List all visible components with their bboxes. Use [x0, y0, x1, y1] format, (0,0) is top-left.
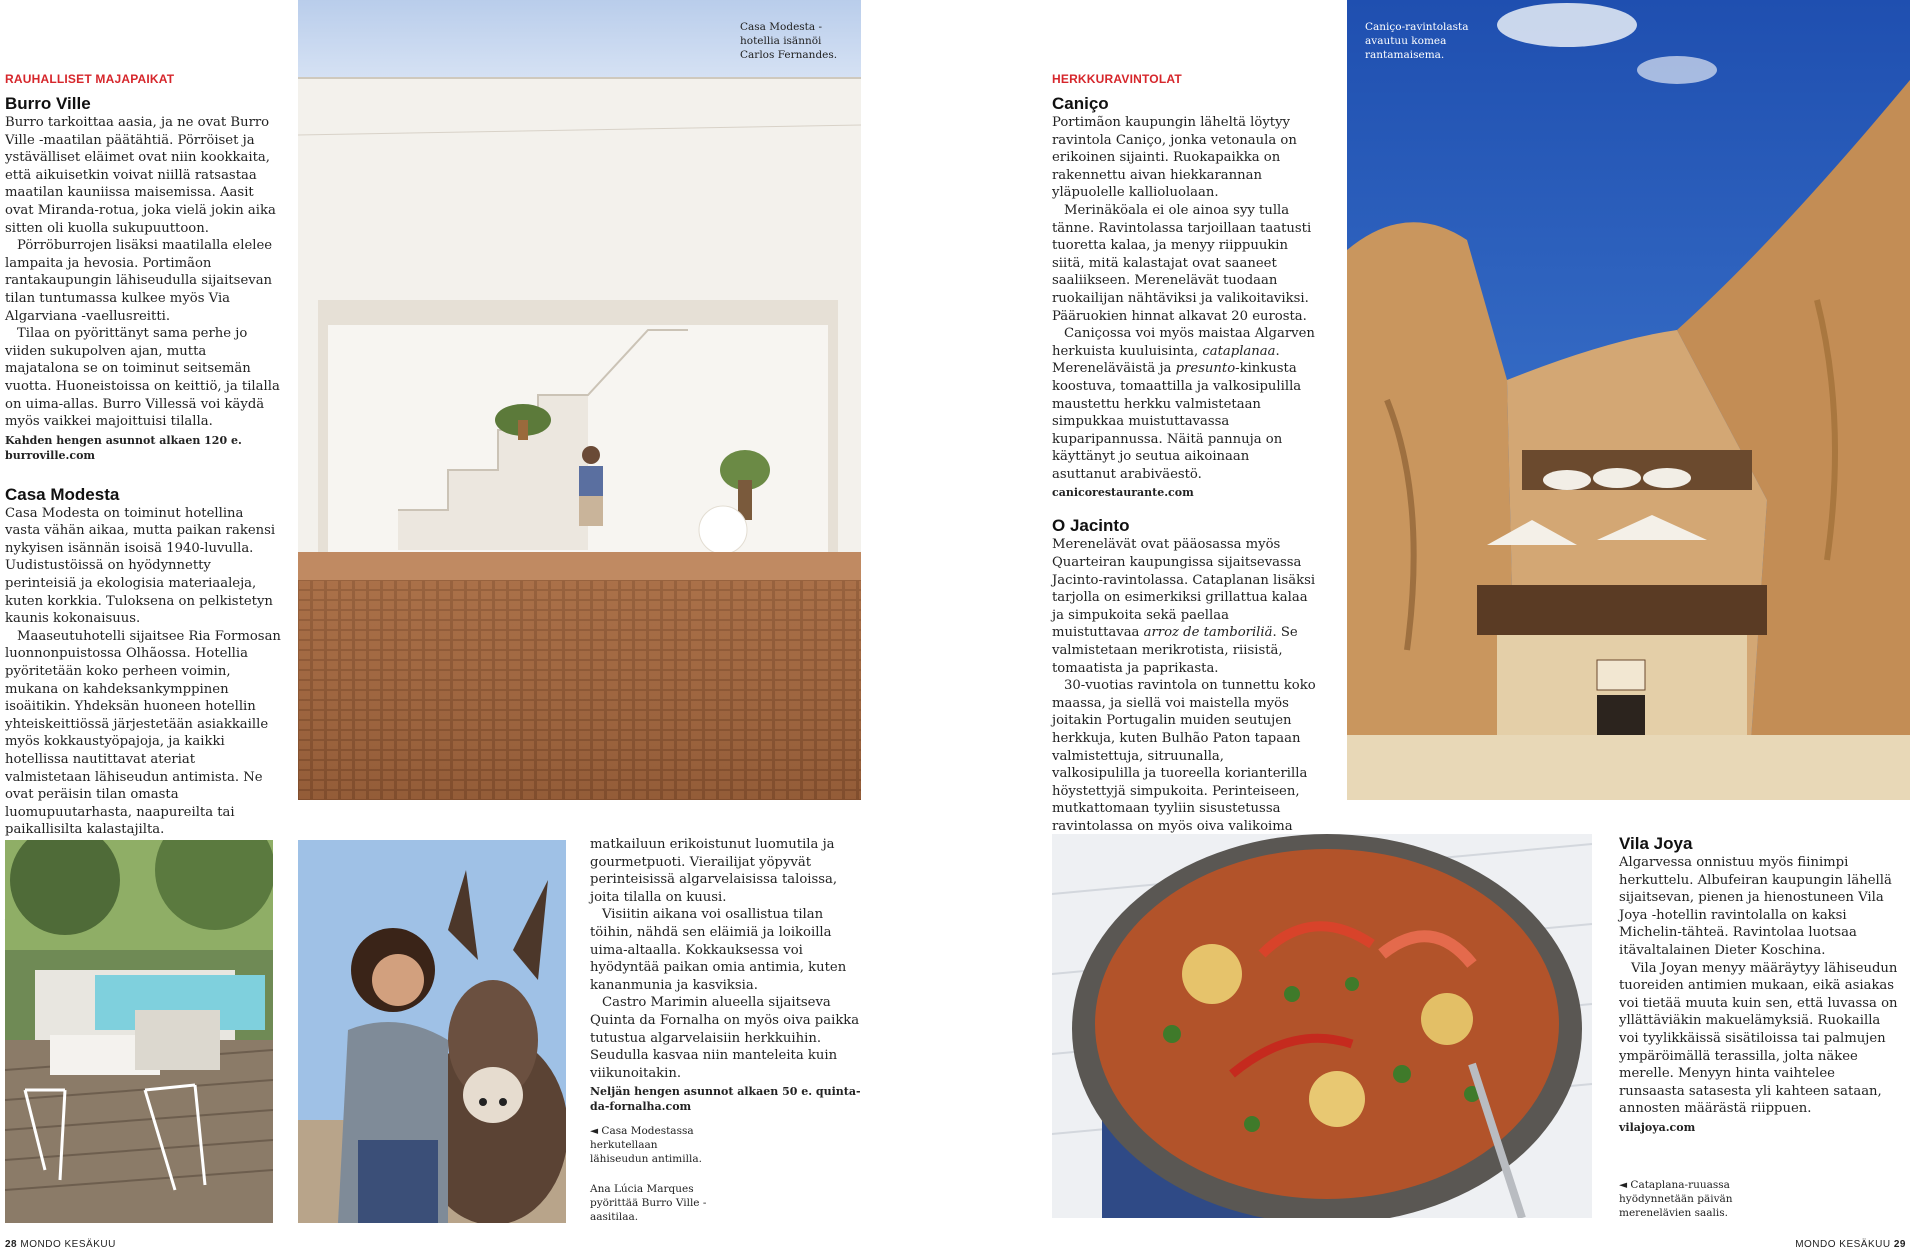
caption-cataplana: ◄ Cataplana-ruuassa hyödynnetään päivän merenelävien saalis.	[1619, 1179, 1733, 1219]
paragraph: Visiitin aikana voi osallistua tilan töihin, nähdä sen eläimiä ja loikoilla uima-altaalla. Kokkauksessa voi hyödyntää paikan omia antimia, kuten kananmunia ja kasviksia.	[590, 907, 847, 993]
donkey-photo	[298, 840, 566, 1223]
page-number-left: 28	[5, 1239, 18, 1250]
paragraph: Merenelävät ovat pääosassa myös Quarteiran kaupungissa sijaitsevassa Jacinto-ravintolassa. Cataplanan lisäksi tarjolla on esimerkiksi grillattua kalaa ja simpukoita sekä paellaa muistuttavaa arroz de tamboriliä. Se valmistetaan merikrotista, riisistä, tomaatista ja paprikasta.	[1052, 537, 1316, 676]
cataplana-illustration	[1052, 834, 1592, 1218]
page-number-right: 29	[1893, 1239, 1906, 1250]
casa-modesta-illustration	[298, 0, 861, 800]
caption-canico: Caniço-ravintolasta avautuu komea rantamaisema.	[1365, 21, 1469, 61]
caption-ana-lucia: Ana Lúcia Marques pyörittää Burro Ville -aasitilaa.	[590, 1183, 707, 1223]
quinta-continuation	[590, 836, 865, 1114]
section-label-rauhalliset: RAUHALLISET MAJAPAIKAT	[5, 72, 175, 86]
donkey-illustration	[298, 840, 566, 1223]
paragraph: Portimãon kaupungin läheltä löytyy ravintola Caniço, jonka vetonaula on erikoinen sijainti. Ruokapaikka on rakennettu aivan hiekkarannan yläpuolelle kallioluolaan.	[1052, 115, 1297, 201]
canico-photo	[1347, 0, 1910, 800]
pool-terrace-photo	[5, 840, 273, 1223]
heading-casa-modesta: Casa Modesta	[5, 484, 120, 504]
paragraph: Maaseutuhotelli sijaitsee Ria Formosan luonnonpuistossa Olhãossa. Hotellia pyöritetään koko perheen voimin, mukana on kahdeksankymppinen isoäitikin. Yhdeksän huoneen hotellin yhteiskeittiössä järjestetään asiakkaille myös kokkaustyöpajoja, ja kaikki hotellissa nautittavat ateriat valmistetaan lähiseudun antimista. Ne ovat peräisin tilan omasta luomupuutarhasta, naapureilta tai paikallisilta kalastajilta.	[5, 628, 281, 838]
heading-canico: Caniço	[1052, 94, 1109, 113]
heading-o-jacinto: O Jacinto	[1052, 516, 1130, 536]
paragraph: Tilaa on pyörittänyt sama perhe jo viiden sukupolven ajan, mutta majatalona se on toiminut seitsemän vuotta. Huoneistoissa on keittiö, ja tilalla on uima-allas. Burro Villessä voi käydä myös vaikkei majoittuisi tilalla.	[5, 326, 280, 430]
magazine-name-right: MONDO KESÄKUU	[1795, 1239, 1891, 1250]
heading-burro-ville: Burro Ville	[5, 94, 91, 113]
vila-joya-info: vilajoya.com	[1619, 1120, 1696, 1134]
paragraph: Casa Modesta on toiminut hotellina vasta vähän aikaa, mutta paikan rakensi nykyisen isännän isoisä 1940-luvulla. Uudistustöissä on hyödynnetty perinteisiä ja ekologisia materiaaleja, kuten korkkia. Tuloksena on pelkistetyn kaunis kokonaisuus.	[5, 505, 276, 627]
canico-info: canicorestaurante.com	[1052, 486, 1194, 500]
pool-terrace-illustration	[5, 840, 273, 1223]
burro-info: Kahden hengen asunnot alkaen 120 e. burroville.com	[5, 433, 242, 462]
paragraph: matkailuun erikoistunut luomutila ja gourmetpuoti. Vierailijat yöpyvät perinteisissä algarvelaisissa taloissa, joita tilalla on kuusi.	[590, 837, 838, 905]
vila-joya-column	[1619, 834, 1899, 1135]
magazine-name-left: MONDO KESÄKUU	[20, 1239, 116, 1250]
paragraph: Vila Joyan menyy määräytyy lähiseudun tuoreiden antimien mukaan, eikä asiakas voi tietää muuta kuin sen, että luvassa on yllättäviäkin makuelämyksiä. Ruokailla voi tyylikkäissä sisätiloissa tai palmujen ympäröimällä terassilla, jolta näkee merelle. Menyyn hinta vaihtelee runsaasta satasesta yli kahteen sataan, annosten määrästä riippuen.	[1619, 960, 1898, 1117]
paragraph: Algarvessa onnistuu myös fiinimpi herkuttelu. Albufeiran kaupungin lähellä sijaitsevan, pienen ja hienostuneen Vila Joya -hotellin ravintolalla on kaksi Michelin-tähteä. Ravintolaa luotsaa itävaltalainen Dieter Koschina.	[1619, 855, 1892, 958]
right-column	[1052, 72, 1316, 888]
paragraph: Pörröburrojen lisäksi maatilalla elelee lampaita ja hevosia. Portimãon rantakaupungin lähiseudulla sijaitsevan tilan tuntumassa kulkee myös Via Algarviana -vaellusreitti.	[5, 238, 273, 324]
paragraph: Burro tarkoittaa aasia, ja ne ovat Burro Ville -maatilan päätähtiä. Pörröiset ja ystävälliset eläimet ovat niin kookkaita, että aikuisetkin voivat niillä ratsastaa maatilan kauniissa maisemissa. Aasit ovat Miranda-rotua, joka vielä jokin aika sitten oli kuolla sukupuuttoon.	[5, 115, 276, 236]
left-column	[5, 72, 281, 949]
paragraph: Caniçossa voi myös maistaa Algarven herkuista kuuluisinta, cataplanaa. Mereneläväistä ja presunto-kinkusta koostuva, tomaattilla ja valkosipulilla maustettu herkku valmistetaan simpukkaa muistuttavassa kuparipannussa. Näitä pannuja on käyttänyt jo seutua aikoinaan asuttanut arabiväestö.	[1052, 326, 1315, 482]
paragraph: 30-vuotias ravintola on tunnettu koko maassa, ja siellä voi maistella myös joitakin Portugalin muiden seutujen herkkuja, kuten Bulhão Paton tapaan valmistettuja, sitruunalla, valkosipulilla ja tuoreella korianterilla höystettyjä simpukoita. Perinteiseen, mutkattomaan tyyliin sisustetussa ravintolassa on myös oiva valikoima	[1052, 678, 1316, 834]
heading-vila-joya: Vila Joya	[1619, 834, 1693, 853]
cataplana-photo	[1052, 834, 1592, 1218]
paragraph: Merinäköala ei ole ainoa syy tulla tänne. Ravintolassa tarjoillaan taatusti tuoretta kalaa, ja menyy riippuukin siitä, mitä kalastajat ovat saaneet saaliikseen. Merenelävät tuodaan ruokailijan nähtäviksi ja valikoitaviksi. Pääruokien hinnat alkavat 20 eurosta.	[1052, 202, 1312, 324]
section-label-herkkuravintolat: HERKKURAVINTOLAT	[1052, 72, 1182, 86]
paragraph: Castro Marimin alueella sijaitseva Quinta da Fornalha on myös oiva paikka tutustua algarvelaisiin herkkuihin. Seudulla kasvaa niin manteleita kuin viikunoitakin.	[590, 995, 860, 1081]
quinta-info: Neljän hengen asunnot alkaen 50 e. quinta-da-fornalha.com	[590, 1085, 861, 1114]
casa-modesta-photo	[298, 0, 861, 800]
caption-casa-modestassa: ◄ Casa Modestassa herkutellaan lähiseudun antimilla.	[590, 1125, 702, 1165]
footer-left	[5, 1239, 116, 1250]
canico-illustration	[1347, 0, 1910, 800]
caption-casa-modesta: Casa Modesta -hotellia isännöi Carlos Fernandes.	[740, 21, 838, 61]
footer-right	[1795, 1239, 1906, 1250]
